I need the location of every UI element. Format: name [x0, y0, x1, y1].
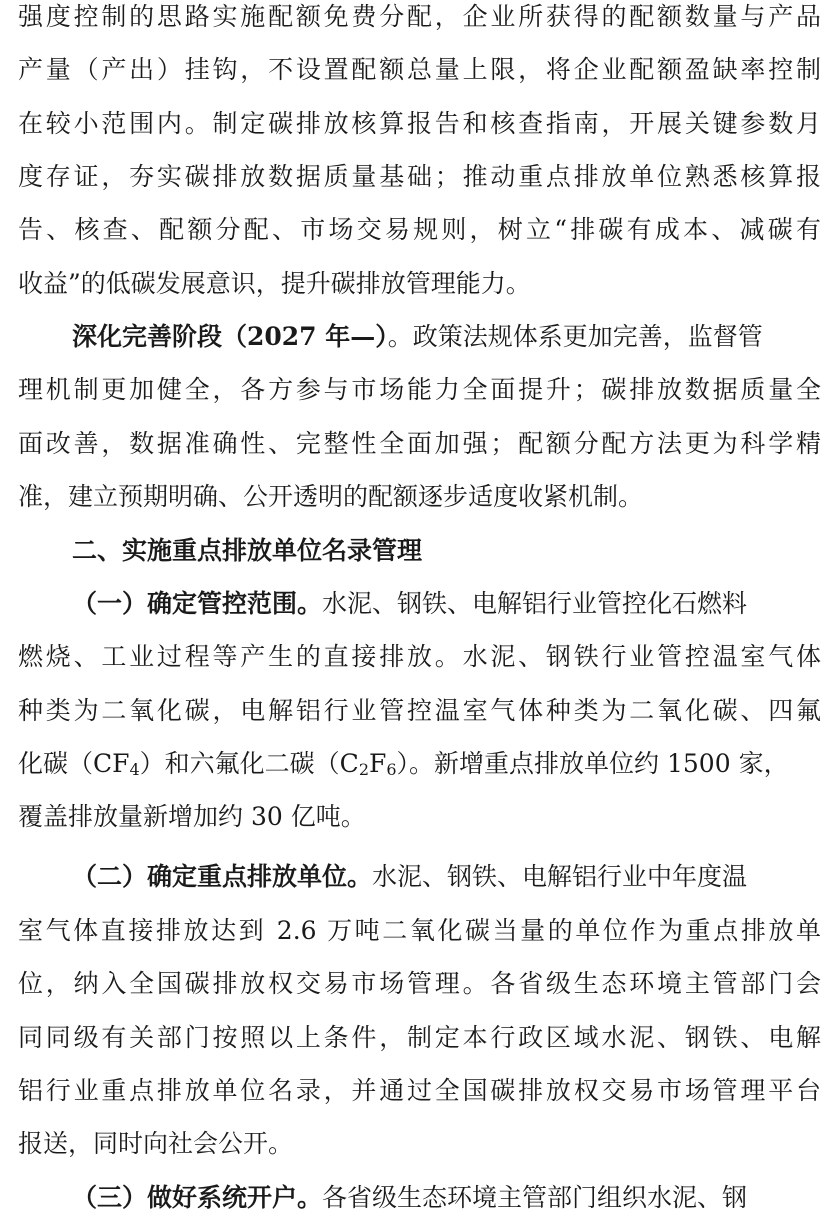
paragraph-text: 。政策法规体系更加完善，监督管 [387, 322, 763, 351]
paragraph-line: 理机制更加健全，各方参与市场能力全面提升；碳排放数据质量全 [18, 375, 821, 404]
paragraph-line: 度存证，夯实碳排放数据质量基础；推动重点排放单位熟悉核算报 [18, 162, 821, 191]
subsection-first-line [72, 589, 821, 623]
paragraph-line: 覆盖排放量新增加约 30 亿吨。 [18, 802, 366, 831]
text-segment: 化碳（CF [18, 749, 130, 778]
stage-title: 深化完善阶段（2027 年—） [72, 322, 388, 351]
paragraph-line: 同同级有关部门按照以上条件，制定本行政区域水泥、钢铁、电解 [18, 1023, 821, 1052]
subsection-title: （三）做好系统开户。 [72, 1183, 323, 1212]
paragraph-line: 位，纳入全国碳排放权交易市场管理。各省级生态环境主管部门会 [18, 969, 821, 998]
paragraph-line: 强度控制的思路实施配额免费分配，企业所获得的配额数量与产品 [18, 2, 821, 31]
paragraph-first-line [72, 322, 821, 356]
text-segment: ）和六氟化二碳（C [139, 749, 359, 778]
paragraph-line: 报送，同时向社会公开。 [18, 1129, 294, 1158]
subsection-title: （一）确定管控范围。 [72, 589, 323, 618]
subscript: 6 [386, 760, 397, 779]
subsection-first-line [72, 862, 821, 896]
paragraph-text: 水泥、钢铁、电解铝行业管控化石燃料 [322, 589, 748, 618]
paragraph-line: 铝行业重点排放单位名录，并通过全国碳排放权交易市场管理平台 [18, 1076, 821, 1105]
paragraph-line: 面改善，数据准确性、完整性全面加强；配额分配方法更为科学精 [18, 429, 821, 458]
subsection-title: （二）确定重点排放单位。 [72, 862, 373, 891]
subscript: 4 [129, 760, 140, 779]
paragraph-line: 收益”的低碳发展意识，提升碳排放管理能力。 [18, 269, 531, 298]
text-segment: F [369, 749, 387, 778]
paragraph-line: 种类为二氧化碳，电解铝行业管控温室气体种类为二氧化碳、四氟 [18, 696, 821, 725]
section-heading: 二、实施重点排放单位名录管理 [72, 536, 423, 565]
paragraph-line: 告、核查、配额分配、市场交易规则，树立“排碳有成本、减碳有 [18, 215, 821, 244]
paragraph-line: 燃烧、工业过程等产生的直接排放。水泥、钢铁行业管控温室气体 [18, 642, 821, 671]
paragraph-line: 产量（产出）挂钩，不设置配额总量上限，将企业配额盈缺率控制 [18, 55, 821, 84]
subscript: 2 [358, 760, 369, 779]
paragraph-text: 各省级生态环境主管部门组织水泥、钢 [322, 1183, 748, 1212]
text-segment: ）。新增重点排放单位约 1500 家， [396, 749, 789, 778]
paragraph-line: 室气体直接排放达到 2.6 万吨二氧化碳当量的单位作为重点排放单 [18, 916, 821, 945]
subsection-first-line [72, 1183, 821, 1217]
paragraph-line: 在较小范围内。制定碳排放核算报告和核查指南，开展关键参数月 [18, 109, 821, 138]
paragraph-text: 水泥、钢铁、电解铝行业中年度温 [372, 862, 748, 891]
paragraph-line-with-formulas [18, 749, 821, 783]
paragraph-line: 准，建立预期明确、公开透明的配额逐步适度收紧机制。 [18, 482, 644, 511]
